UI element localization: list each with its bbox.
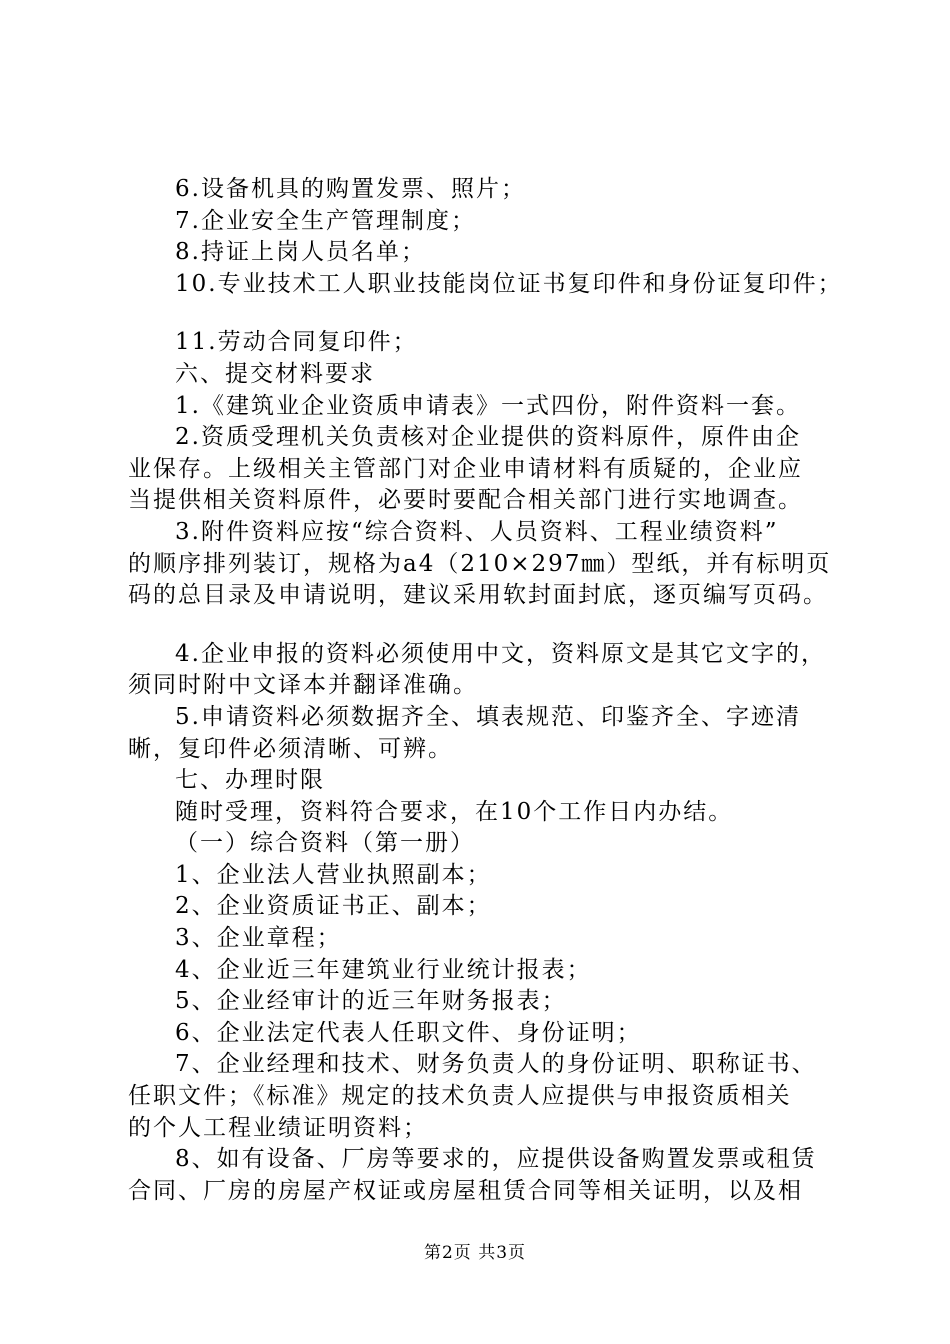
- text-line: 4.企业申报的资料必须使用中文，资料原文是其它文字的，: [175, 640, 826, 667]
- text-line: 任职文件；《标准》规定的技术负责人应提供与申报资质相关: [128, 1083, 792, 1110]
- text-line: 晰，复印件必须清晰、可辨。: [128, 735, 453, 762]
- list-item: 4、企业近三年建筑业行业统计报表；: [175, 956, 592, 983]
- section-heading: 七、办理时限: [175, 767, 325, 794]
- text-line: 合同、厂房的房屋产权证或房屋租赁合同等相关证明，以及相: [128, 1177, 803, 1204]
- text-line: 5.申请资料必须数据齐全、填表规范、印鉴齐全、字迹清: [175, 703, 801, 730]
- list-item: 7、企业经理和技术、财务负责人的身份证明、职称证书、: [175, 1051, 817, 1078]
- document-body: [128, 174, 843, 1207]
- list-item: 3、企业章程；: [175, 925, 342, 952]
- text-line: 码的总目录及申请说明，建议采用软封面封底，逐页编写页码。: [128, 582, 828, 609]
- text-line: 当提供相关资料原件，必要时要配合相关部门进行实地调查。: [128, 487, 803, 514]
- text-line: 6.设备机具的购置发票、照片；: [175, 176, 526, 202]
- list-item: 5、企业经审计的近三年财务报表；: [175, 988, 567, 1015]
- text-line: 的顺序排列装订，规格为a4（210×297㎜）型纸，并有标明页: [128, 550, 832, 577]
- text-line: 须同时附中文译本并翻译准确。: [128, 672, 478, 699]
- list-item: 6、企业法定代表人任职文件、身份证明；: [175, 1019, 642, 1046]
- text-line: 3.附件资料应按“综合资料、人员资料、工程业绩资料”: [175, 518, 779, 545]
- paragraph-gap: [128, 300, 840, 327]
- text-line: 随时受理，资料符合要求，在10个工作日内办结。: [175, 798, 734, 825]
- text-line: 的个人工程业绩证明资料；: [128, 1114, 428, 1141]
- text-line: 2.资质受理机关负责核对企业提供的资料原件，原件由企: [175, 424, 801, 451]
- text-line: 10.专业技术工人职业技能岗位证书复印件和身份证复印件；: [175, 270, 843, 297]
- section-heading: 六、提交材料要求: [175, 360, 375, 387]
- page-number-footer: 第2页 共3页: [423, 1243, 527, 1263]
- text-line: 8.持证上岗人员名单；: [175, 239, 426, 266]
- text-line: 7.企业安全生产管理制度；: [175, 207, 476, 234]
- list-item: 2、企业资质证书正、副本；: [175, 893, 492, 920]
- subsection-heading: （一）综合资料（第一册）: [175, 830, 475, 857]
- paragraph-gap: [128, 612, 840, 639]
- list-item: 8、如有设备、厂房等要求的，应提供设备购置发票或租赁: [175, 1146, 817, 1173]
- text-line: 1.《建筑业企业资质申请表》一式四份，附件资料一套。: [175, 392, 801, 419]
- list-item: 1、企业法人营业执照副本；: [175, 861, 492, 888]
- text-line: 11.劳动合同复印件；: [175, 329, 418, 356]
- text-line: 业保存。上级相关主管部门对企业申请材料有质疑的，企业应: [128, 455, 803, 482]
